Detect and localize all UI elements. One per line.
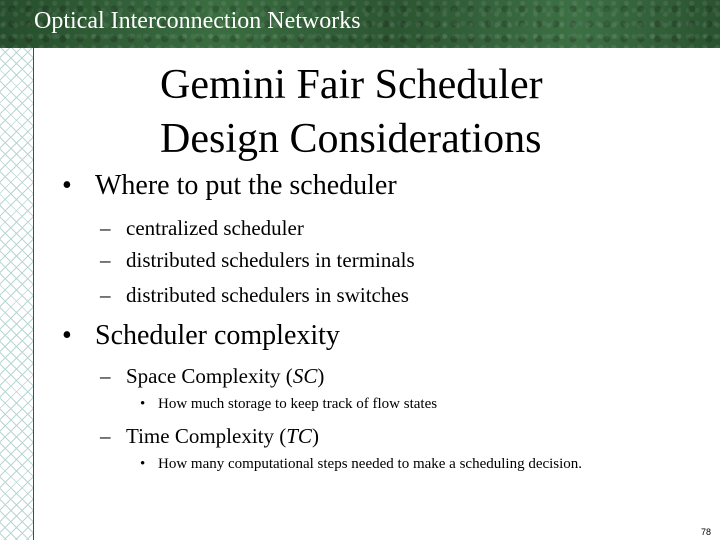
sub-bullet-marker: – — [100, 216, 111, 240]
slide-title-line-1: Gemini Fair Scheduler — [160, 62, 543, 108]
header-bar — [0, 0, 720, 48]
bullet-scheduler-complexity: Scheduler complexity — [95, 320, 340, 351]
sub-bullet-marker: – — [100, 248, 111, 272]
sub-bullet-marker: – — [100, 424, 111, 448]
sub-bullet-switches: distributed schedulers in switches — [126, 283, 409, 307]
tc-abbreviation: TC — [286, 424, 312, 448]
sub-bullet-terminals: distributed schedulers in terminals — [126, 248, 415, 272]
sub-bullet-space-complexity: Space Complexity (SC) — [126, 364, 325, 388]
bullet-where-to-put: Where to put the scheduler — [95, 170, 397, 201]
detail-storage: How much storage to keep track of flow states — [158, 396, 438, 412]
slide-title — [160, 58, 680, 166]
page-number: 78 — [700, 527, 711, 537]
detail-steps: How many computational steps needed to make a scheduling decision. — [158, 456, 583, 472]
bullet-marker: • — [62, 170, 72, 201]
sub-bullet-centralized: centralized scheduler — [126, 216, 304, 240]
sub-bullet-time-complexity: Time Complexity (TC) — [126, 424, 319, 448]
side-decoration-strip — [0, 48, 34, 540]
header-title: Optical Interconnection Networks — [34, 8, 361, 34]
bullet-marker: • — [62, 320, 72, 351]
detail-marker: • — [140, 396, 146, 412]
detail-marker: • — [140, 456, 146, 472]
sub-bullet-marker: – — [100, 364, 111, 388]
sc-abbreviation: SC — [292, 364, 318, 388]
sub-bullet-marker: – — [100, 283, 111, 307]
slide-title-line-2: Design Considerations — [160, 116, 542, 162]
